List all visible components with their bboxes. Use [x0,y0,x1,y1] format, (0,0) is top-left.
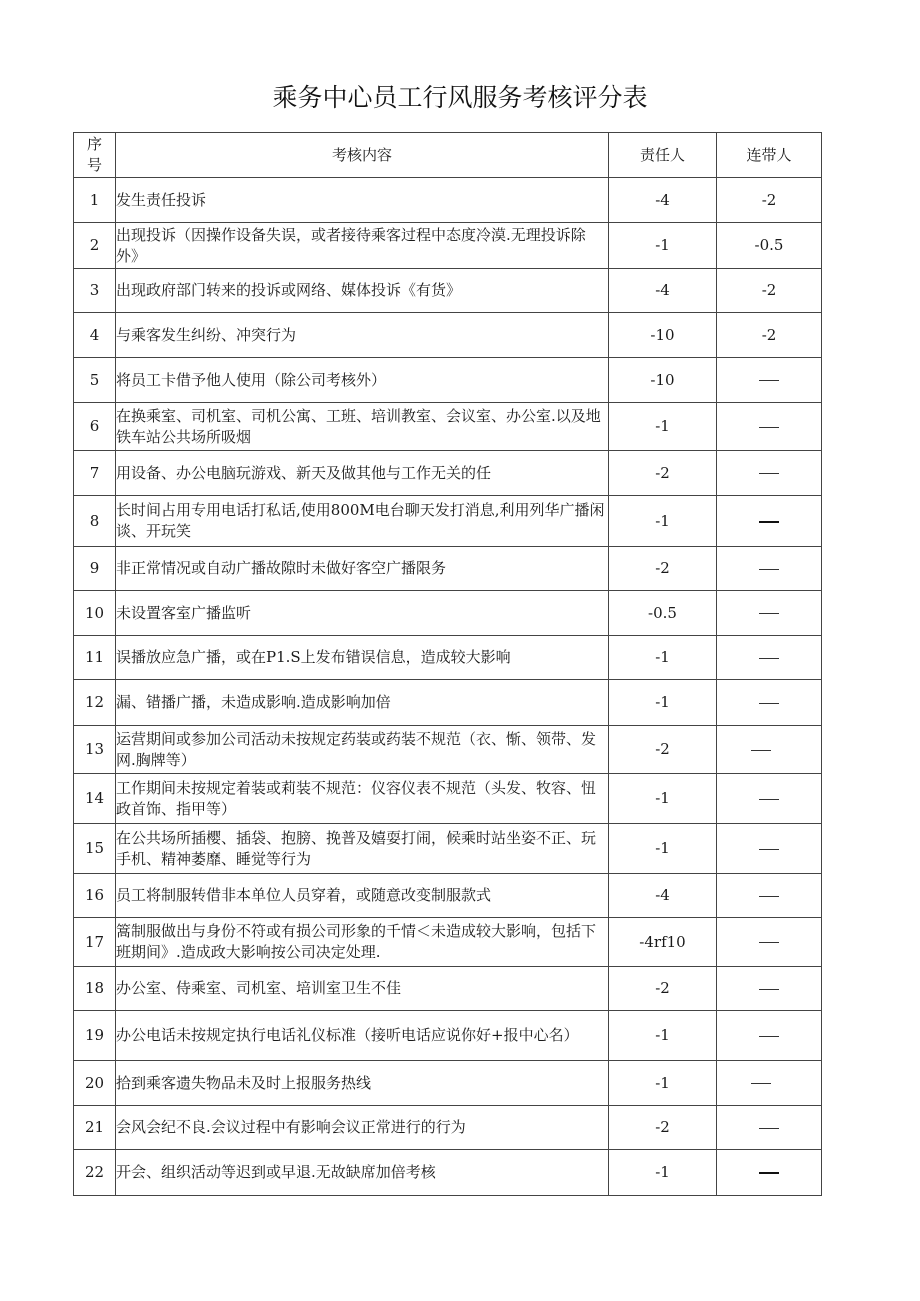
row-responsible-score: -2 [609,451,717,496]
table-row [74,547,822,591]
table-row [74,1011,822,1061]
row-joint-score: -0.5 [717,223,822,269]
table-row [74,1106,822,1150]
table-row [74,1061,822,1106]
row-serial-number: 4 [74,313,116,358]
row-responsible-score: -1 [609,636,717,680]
row-serial-number: 19 [74,1011,116,1061]
row-assessment-content: 出现政府部门转来的投诉或网络、媒体投诉《有货》 [116,269,609,313]
row-serial-number: 15 [74,824,116,874]
row-joint-score [717,967,822,1011]
row-assessment-content: 篙制服做出与身份不符或有损公司形象的千情＜未造成较大影响，包括下班期间》.造成政大影响按公司决定处理. [116,918,609,967]
row-responsible-score: -1 [609,1061,717,1106]
row-joint-score [717,1150,822,1196]
row-joint-score [717,1011,822,1061]
row-serial-number: 22 [74,1150,116,1196]
row-responsible-score: -2 [609,967,717,1011]
row-joint-score [717,824,822,874]
table-row [74,874,822,918]
table-row [74,774,822,824]
table-row [74,313,822,358]
row-assessment-content: 将员工卡借予他人使用（除公司考核外） [116,358,609,403]
table-row [74,178,822,223]
dash-mark [759,703,779,704]
row-assessment-content: 出现投诉（因操作设备失误，或者接待乘客过程中态度冷漠.无理投诉除外》 [116,223,609,269]
row-joint-score [717,591,822,636]
row-assessment-content: 误播放应急广播，或在P1.S上发布错误信息，造成较大影响 [116,636,609,680]
row-joint-score [717,1061,822,1106]
table-row [74,918,822,967]
row-assessment-content: 办公室、侍乘室、司机室、培训室卫生不佳 [116,967,609,1011]
table-row [74,726,822,774]
table-header-row [74,133,822,178]
table-row [74,1150,822,1196]
dash-mark [759,1036,779,1037]
dash-mark [759,849,779,850]
dash-mark [759,380,779,381]
header-content: 考核内容 [116,133,609,178]
row-responsible-score: -1 [609,774,717,824]
row-serial-number: 6 [74,403,116,451]
row-serial-number: 13 [74,726,116,774]
row-joint-score: -2 [717,269,822,313]
row-responsible-score: -1 [609,1011,717,1061]
row-assessment-content: 运营期间或参加公司活动未按规定药装或药装不规范（衣、惭、领带、发网.胸牌等） [116,726,609,774]
row-assessment-content: 开会、组织活动等迟到或早退.无故缺席加倍考核 [116,1150,609,1196]
row-responsible-score: -4 [609,178,717,223]
row-responsible-score: -1 [609,496,717,547]
header-serial-line-1: 序 [86,135,102,153]
dash-mark [759,1172,779,1174]
row-joint-score: -2 [717,178,822,223]
table-row [74,451,822,496]
row-serial-number: 7 [74,451,116,496]
table-row [74,824,822,874]
table-row [74,403,822,451]
row-assessment-content: 员工将制服转借非本单位人员穿着，或随意改变制服款式 [116,874,609,918]
table-row [74,636,822,680]
row-joint-score: -2 [717,313,822,358]
row-assessment-content: 发生责任投诉 [116,178,609,223]
row-joint-score [717,636,822,680]
row-responsible-score: -2 [609,547,717,591]
row-assessment-content: 未设置客室广播监听 [116,591,609,636]
row-serial-number: 5 [74,358,116,403]
row-serial-number: 20 [74,1061,116,1106]
header-serial-line-2: 号 [86,156,102,174]
row-responsible-score: -1 [609,680,717,726]
dash-mark [759,942,779,943]
row-joint-score [717,680,822,726]
dash-mark [759,989,779,990]
dash-mark [759,473,779,474]
row-assessment-content: 与乘客发生纠纷、冲突行为 [116,313,609,358]
row-assessment-content: 工作期间未按规定着装或莉装不规范：仪容仪表不规范（头发、牧容、忸政首饰、指甲等） [116,774,609,824]
dash-mark [759,658,779,659]
dash-mark [751,1083,771,1084]
header-joint: 连带人 [717,133,822,178]
row-serial-number: 1 [74,178,116,223]
row-serial-number: 11 [74,636,116,680]
row-responsible-score: -2 [609,1106,717,1150]
row-joint-score [717,496,822,547]
table-row [74,967,822,1011]
dash-mark [759,896,779,897]
row-assessment-content: 会风会纪不良.会议过程中有影响会议正常进行的行为 [116,1106,609,1150]
table-row [74,496,822,547]
row-assessment-content: 办公电话未按规定执行电话礼仪标准（接听电话应说你好+报中心名） [116,1011,609,1061]
row-joint-score [717,358,822,403]
row-assessment-content: 在公共场所插樱、插袋、抱膀、挽普及嬉耍打闹，候乘时站坐姿不正、玩手机、精神萎靡、睡觉等行为 [116,824,609,874]
row-responsible-score: -4rf10 [609,918,717,967]
row-responsible-score: -10 [609,313,717,358]
row-serial-number: 12 [74,680,116,726]
row-responsible-score: -10 [609,358,717,403]
dash-mark [759,799,779,800]
row-serial-number: 18 [74,967,116,1011]
row-assessment-content: 用设备、办公电脑玩游戏、新天及做其他与工作无关的任 [116,451,609,496]
row-joint-score [717,451,822,496]
table-row [74,591,822,636]
row-assessment-content: 拾到乘客遗失物品未及时上报服务热线 [116,1061,609,1106]
row-joint-score [717,403,822,451]
row-responsible-score: -2 [609,726,717,774]
row-assessment-content: 长时间占用专用电话打私话,使用800M电台聊天发打消息,利用列华广播闲谈、开玩笑 [116,496,609,547]
row-responsible-score: -4 [609,874,717,918]
header-responsible: 责任人 [609,133,717,178]
document-title: 乘务中心员工行风服务考核评分表 [272,83,648,112]
table-row [74,223,822,269]
table-row [74,680,822,726]
table-row [74,269,822,313]
row-assessment-content: 漏、错播广播，未造成影响.造成影响加倍 [116,680,609,726]
row-joint-score [717,874,822,918]
row-serial-number: 9 [74,547,116,591]
table-row [74,358,822,403]
row-serial-number: 10 [74,591,116,636]
row-serial-number: 2 [74,223,116,269]
row-joint-score [717,1106,822,1150]
row-responsible-score: -1 [609,1150,717,1196]
row-joint-score [717,774,822,824]
row-responsible-score: -4 [609,269,717,313]
row-responsible-score: -1 [609,223,717,269]
row-responsible-score: -0.5 [609,591,717,636]
row-serial-number: 14 [74,774,116,824]
table-body [74,178,822,1196]
row-serial-number: 3 [74,269,116,313]
dash-mark [759,427,779,428]
dash-mark [751,750,771,751]
dash-mark [759,1128,779,1129]
row-joint-score [717,726,822,774]
row-serial-number: 17 [74,918,116,967]
row-responsible-score: -1 [609,824,717,874]
header-serial-number [74,133,116,178]
dash-mark [759,521,779,523]
row-assessment-content: 在换乘室、司机室、司机公寓、工班、培训教室、会议室、办公室.以及地铁车站公共场所吸烟 [116,403,609,451]
dash-mark [759,613,779,614]
row-serial-number: 16 [74,874,116,918]
row-serial-number: 8 [74,496,116,547]
row-joint-score [717,918,822,967]
row-responsible-score: -1 [609,403,717,451]
score-table [73,132,822,1196]
row-serial-number: 21 [74,1106,116,1150]
row-joint-score [717,547,822,591]
row-assessment-content: 非正常情况或自动广播故隙时未做好客空广播限务 [116,547,609,591]
dash-mark [759,569,779,570]
